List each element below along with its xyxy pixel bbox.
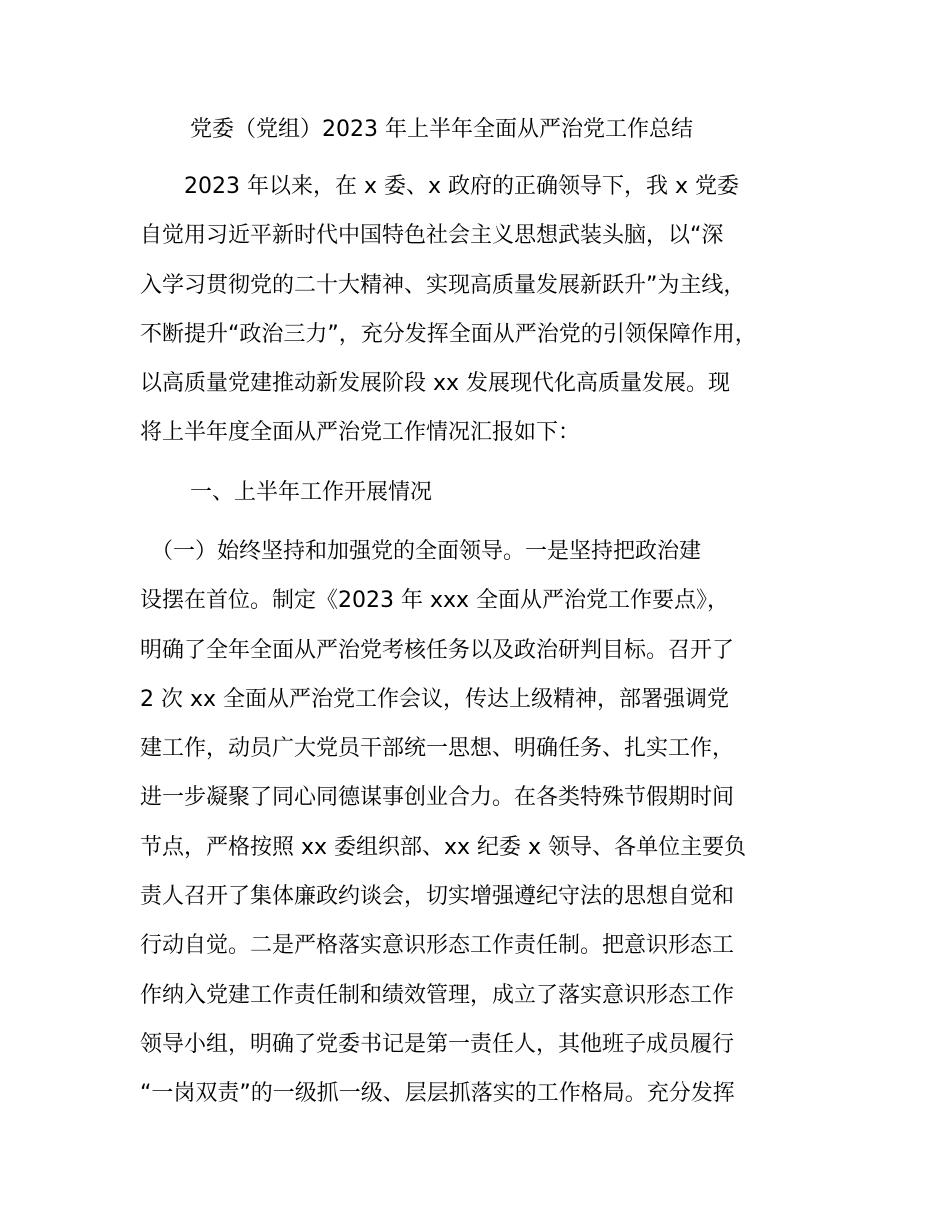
section-heading: 一、上半年工作开展情况 xyxy=(190,480,433,505)
text-line: （一）始终坚持和加强党的全面领导。一是坚持把政治建 xyxy=(140,539,702,564)
document-title: 党委（党组）2023 年上半年全面从严治党工作总结 xyxy=(190,117,693,142)
text-line: 领导小组，明确了党委书记是第一责任人，其他班子成员履行 xyxy=(140,1031,735,1057)
intro-paragraph xyxy=(140,162,840,458)
text-line: 以高质量党建推动新发展阶段 xx 发展现代化高质量发展。现 xyxy=(140,371,731,397)
text-line: 作纳入党建工作责任制和绩效管理，成立了落实意识形态工作 xyxy=(140,982,735,1008)
text-line: “一岗双责”的一级抓一级、层层抓落实的工作格局。充分发挥 xyxy=(140,1081,735,1107)
text-line: 自觉用习近平新时代中国特色社会主义思想武装头脑，以“深 xyxy=(140,223,724,249)
text-line: 2 次 xx 全面从严治党工作会议，传达上级精神，部署强调党 xyxy=(140,686,730,712)
text-line: 节点，严格按照 xx 委组织部、xx 纪委 x 领导、各单位主要负 xyxy=(140,834,747,860)
text-line: 2023 年以来，在 x 委、x 政府的正确领导下，我 x 党委 xyxy=(140,174,740,199)
text-line: 行动自觉。二是严格落实意识形态工作责任制。把意识形态工 xyxy=(140,933,735,959)
text-line: 将上半年度全面从严治党工作情况汇报如下： xyxy=(140,420,581,446)
text-line: 明确了全年全面从严治党考核任务以及政治研判目标。召开了 xyxy=(140,637,735,663)
text-line: 设摆在首位。制定《2023 年 xxx 全面从严治党工作要点》， xyxy=(140,588,730,614)
text-line: 入学习贯彻党的二十大精神、实现高质量发展新跃升”为主线， xyxy=(140,272,746,298)
text-line: 进一步凝聚了同心同德谋事创业合力。在各类特殊节假期时间 xyxy=(140,785,735,811)
text-line: 不断提升“政治三力”，充分发挥全面从严治党的引领保障作用， xyxy=(140,321,757,347)
text-line: 责人召开了集体廉政约谈会，切实增强遵纪守法的思想自觉和 xyxy=(140,884,735,910)
text-line: 建工作，动员广大党员干部统一思想、明确任务、扎实工作， xyxy=(140,736,735,762)
section-paragraph xyxy=(140,527,840,1119)
